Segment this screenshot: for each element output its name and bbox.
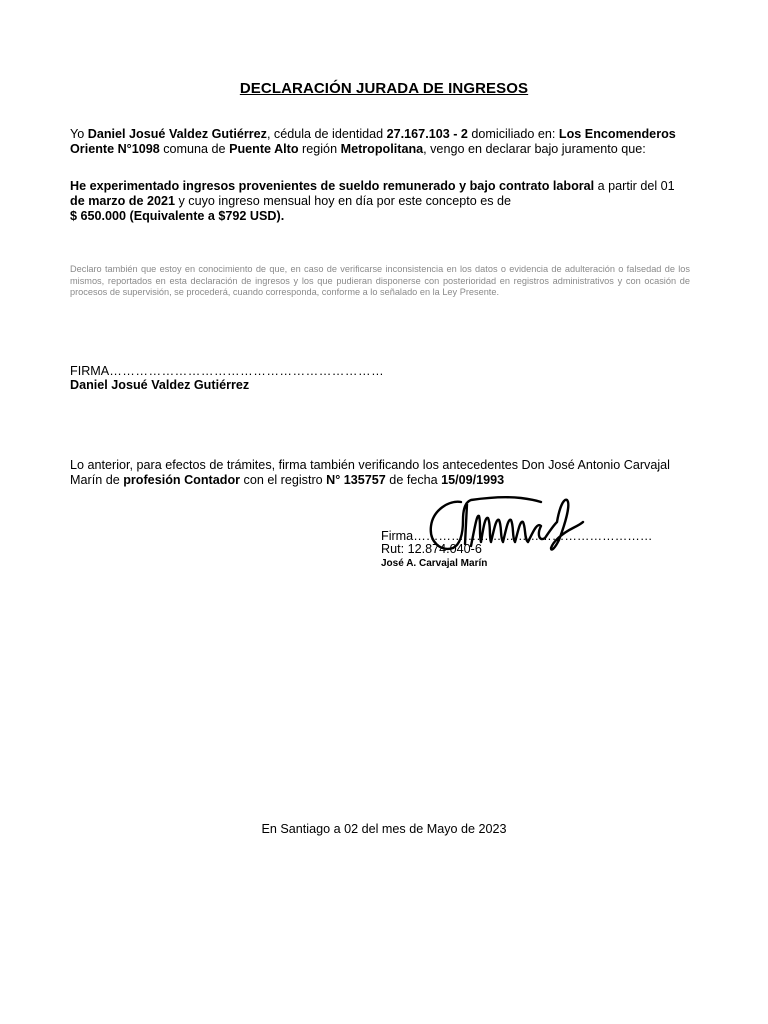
region: Metropolitana — [340, 142, 424, 156]
document-title: DECLARACIÓN JURADA DE INGRESOS — [239, 80, 529, 97]
declarant-name: Daniel Josué Valdez Gutiérrez — [87, 127, 267, 141]
income-statement: He experimentado ingresos provenientes de sueldo remunerado y bajo contrato laboral — [70, 179, 595, 193]
comuna: Puente Alto — [229, 142, 299, 156]
start-date: de marzo de 2021 — [70, 194, 175, 208]
declarant-signature-block — [70, 364, 384, 392]
p3-text: Lo anterior, para efectos de trámites, firma también verificando los antecedentes Don José Antonio Carvajal Marín de — [70, 458, 670, 487]
signature-label: FIRMA — [70, 364, 110, 378]
signature-line: ……………………………………………………… — [109, 364, 385, 378]
address: Los Encomenderos Oriente N°1098 — [70, 127, 676, 156]
income-paragraph — [70, 179, 682, 224]
accountant-paragraph — [70, 458, 682, 488]
profession: profesión Contador — [123, 473, 241, 487]
income-amount: $ 650.000 (Equivalente a $792 USD). — [70, 209, 285, 223]
p1-text: , cédula de identidad — [266, 127, 387, 141]
identity-paragraph — [70, 127, 682, 157]
legal-disclaimer: Declaro también que estoy en conocimiento de que, en caso de verificarse inconsistencia en los datos o evidencia de adulteración o falsedad de los mismos, reportados en esta declaración de ingresos y los que pudieran disponerse con posterioridad en registros administrativos y con ocasión de procesos de supervisión, se procederá, cuando corresponda, conforme a lo señalado en la Ley Presente. — [70, 264, 690, 298]
accountant-name: José A. Carvajal Marín — [381, 558, 488, 569]
p2-text: a partir del 01 — [594, 179, 675, 193]
p1-text: región — [298, 142, 341, 156]
accountant-rut: Rut: 12.874.040-6 — [381, 542, 482, 556]
p1-text: domiciliado en: — [467, 127, 559, 141]
registry-number: N° 135757 — [326, 473, 386, 487]
id-number: 27.167.103 - 2 — [386, 127, 468, 141]
p3-text: con el registro — [240, 473, 327, 487]
handwritten-signature — [425, 486, 585, 556]
signature-line: ………………………………………………… — [413, 529, 653, 543]
signature-label: Firma — [381, 529, 414, 543]
registry-date: 15/09/1993 — [441, 473, 505, 487]
p1-text: comuna de — [159, 142, 230, 156]
place-and-date: En Santiago a 02 del mes de Mayo de 2023 — [261, 822, 507, 836]
p3-text: de fecha — [385, 473, 442, 487]
p2-text: y cuyo ingreso mensual hoy en día por este concepto es de — [175, 194, 512, 208]
p1-text: Yo — [70, 127, 88, 141]
p1-text: , vengo en declarar bajo juramento que: — [423, 142, 646, 156]
declarant-signature-name: Daniel Josué Valdez Gutiérrez — [70, 378, 250, 392]
